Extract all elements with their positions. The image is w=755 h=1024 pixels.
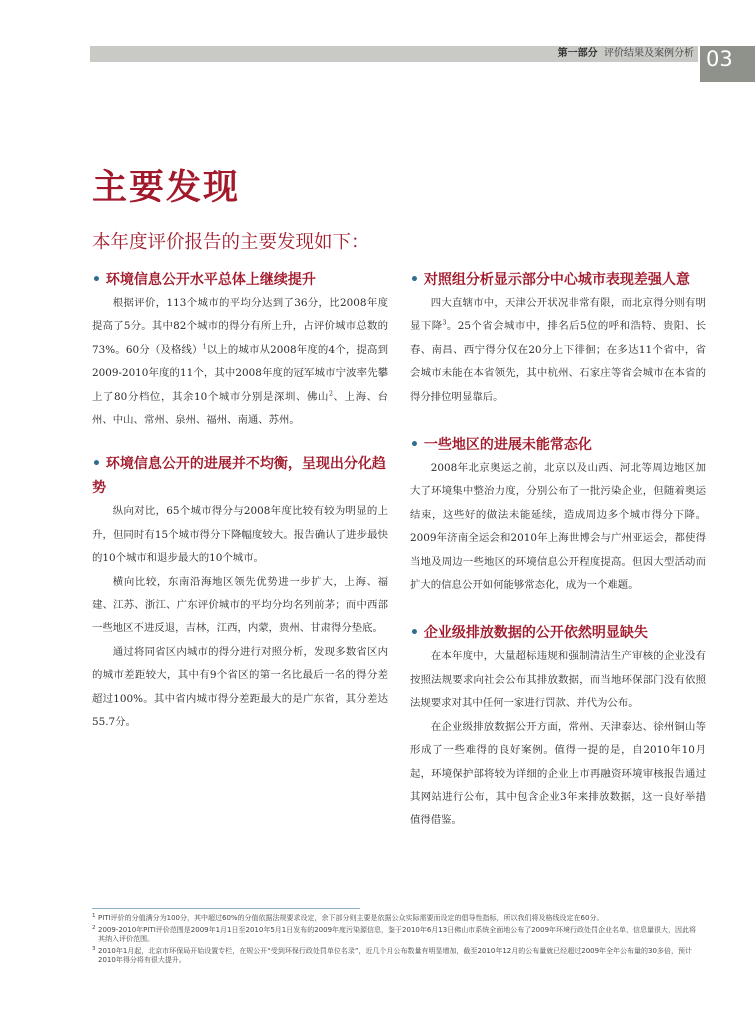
footnotes: [92, 914, 702, 968]
section-heading: [92, 268, 388, 292]
footnote: [92, 914, 702, 923]
paragraph: 在本年度中，大量超标违规和强制清洁生产审核的企业没有按照法规要求向社会公布其排放数据，而当地环保部门没有依照法规要求对其中任何一家进行罚款、并代为公布。: [410, 650, 706, 710]
header-section: 评价结果及案例分析: [604, 48, 694, 59]
paragraph: 横向比较，东南沿海地区领先优势进一步扩大，上海、福建、江苏、浙江、广东评价城市的平均分均名列前茅；而中西部一些地区不进反退，吉林，江西，内蒙，贵州、甘肃得分垫底。: [92, 575, 388, 635]
footnote-mark: 2: [92, 925, 96, 931]
paragraph-text: 、上海、台州、中山、常州、泉州、福州、南通、苏州。: [92, 390, 389, 427]
section-heading: [92, 452, 388, 500]
paragraph-text: 以上的城市从2008年度的4个，提高到2009-2010年度的11个，其中2008年度的冠军城市宁波率先攀上了80分档位，其余10个城市分别是深圳、佛山: [92, 343, 388, 403]
bullet-icon: •: [92, 272, 101, 288]
paragraph: 在企业级排放数据公开方面，常州、天津泰达、徐州铜山等形成了一些难得的良好案例。值得一提的是，自2010年10月起，环境保护部将较为详细的企业上市再融资环境审核报告通过其网站进行公布，其中包含企业3年来排放数据，这一良好举措值得借鉴。: [410, 720, 706, 827]
paragraph: 2008年北京奥运之前，北京以及山西、河北等周边地区加大了环境集中整治力度，分别公布了一批污染企业，但随着奥运结束，这些好的做法未能延续，造成周边多个城市得分下降。2009年济南全运会和2010年上海世博会与广州亚运会，都使得当地及周边一些地区的环境信息公开程度提高。但因大型活动而扩大的信息公开如何能够常态化，成为一个难题。: [410, 462, 706, 592]
bullet-icon: •: [92, 456, 101, 473]
paragraph: [92, 292, 388, 432]
bullet-icon: •: [410, 625, 419, 642]
page-number: 03: [700, 46, 755, 82]
paragraph-text: 四大直辖市中，天津公开状况非常有限，而北京得分则有明显下降: [410, 297, 706, 333]
section-heading: [410, 621, 706, 645]
footnote-ref: 2: [329, 390, 333, 398]
header-bar: [90, 46, 698, 62]
page-subtitle: 本年度评价报告的主要发现如下：: [92, 232, 370, 253]
section-heading: [410, 433, 706, 457]
header-part: 第一部分: [557, 48, 598, 59]
page-title: 主要发现: [92, 168, 241, 208]
footnote-mark: 3: [92, 946, 96, 952]
paragraph: [410, 292, 706, 409]
footnote-text: 2009-2010年PITI评价范围是2009年1月1日至2010年5月1日发布的2009年度污染源信息，鉴于2010年6月13日佛山市系统全面地公布了2009年环境行政处罚企业名单，信息量很大，因此将其纳入评价范围。: [98, 926, 697, 943]
footnote-ref: 3: [442, 319, 447, 327]
section-heading-text: 环境信息公开水平总体上继续提升: [105, 272, 316, 288]
section-heading-text: 企业级排放数据的公开依然明显缺失: [423, 625, 648, 642]
section-heading-text: 环境信息公开的进展并不均衡，呈现出分化趋势: [92, 456, 386, 497]
bullet-icon: •: [410, 437, 419, 454]
footnote-text: 2010年1月起，北京市环保局开始设置专栏，在规公开“受到环保行政处罚单位名录”，近几个月公布数量有明显增加，截至2010年12月的公布量就已经超过2009年全年公布量的30多倍，预计2010年得分将有很大提升。: [98, 947, 692, 964]
footnote-mark: 1: [92, 913, 96, 919]
footnote: [92, 926, 702, 944]
paragraph-text: 根据评价，113个城市的平均分达到了36分，比2008年度提高了5分。其中82个城市的得分有所上升，占评价城市总数的73%。60分（及格线）: [92, 297, 388, 356]
section-heading: [410, 268, 706, 292]
paragraph: 通过将同省区内城市的得分进行对照分析，发现多数省区内的城市差距较大，其中有9个省区的第一名比最后一名的得分差超过100%。其中省内城市得分差距最大的是广东省，其分差达55.7分。: [92, 645, 388, 729]
footnote-ref: 1: [202, 343, 207, 351]
footnote-text: PITI评价的分值满分为100分，其中超过60%的分值依据法规要求设定，余下部分则主要是依据公众实际需要而设定的倡导性指标，所以我们将及格线设定在60分。: [98, 914, 604, 922]
footnote: [92, 947, 702, 965]
left-column: [92, 268, 388, 735]
running-header: [558, 47, 694, 61]
right-column: [410, 268, 706, 833]
section-heading-text: 对照组分析显示部分中心城市表现差强人意: [423, 272, 690, 288]
footnote-divider: [92, 908, 360, 909]
paragraph-text: 。25个省会城市中，排名后5位的呼和浩特、贵阳、长春、南昌、西宁得分仅在20分上下徘徊；在多达11个省中，省会城市未能在本省领先，其中杭州、石家庄等省会城市在本省的得分排位明显靠后。: [410, 320, 706, 403]
paragraph: 纵向对比，65个城市得分与2008年度比较有较为明显的上升，但同时有15个城市得分下降幅度较大。报告确认了进步最快的10个城市和退步最大的10个城市。: [92, 505, 388, 565]
bullet-icon: •: [410, 272, 419, 288]
section-heading-text: 一些地区的进展未能常态化: [423, 437, 592, 454]
